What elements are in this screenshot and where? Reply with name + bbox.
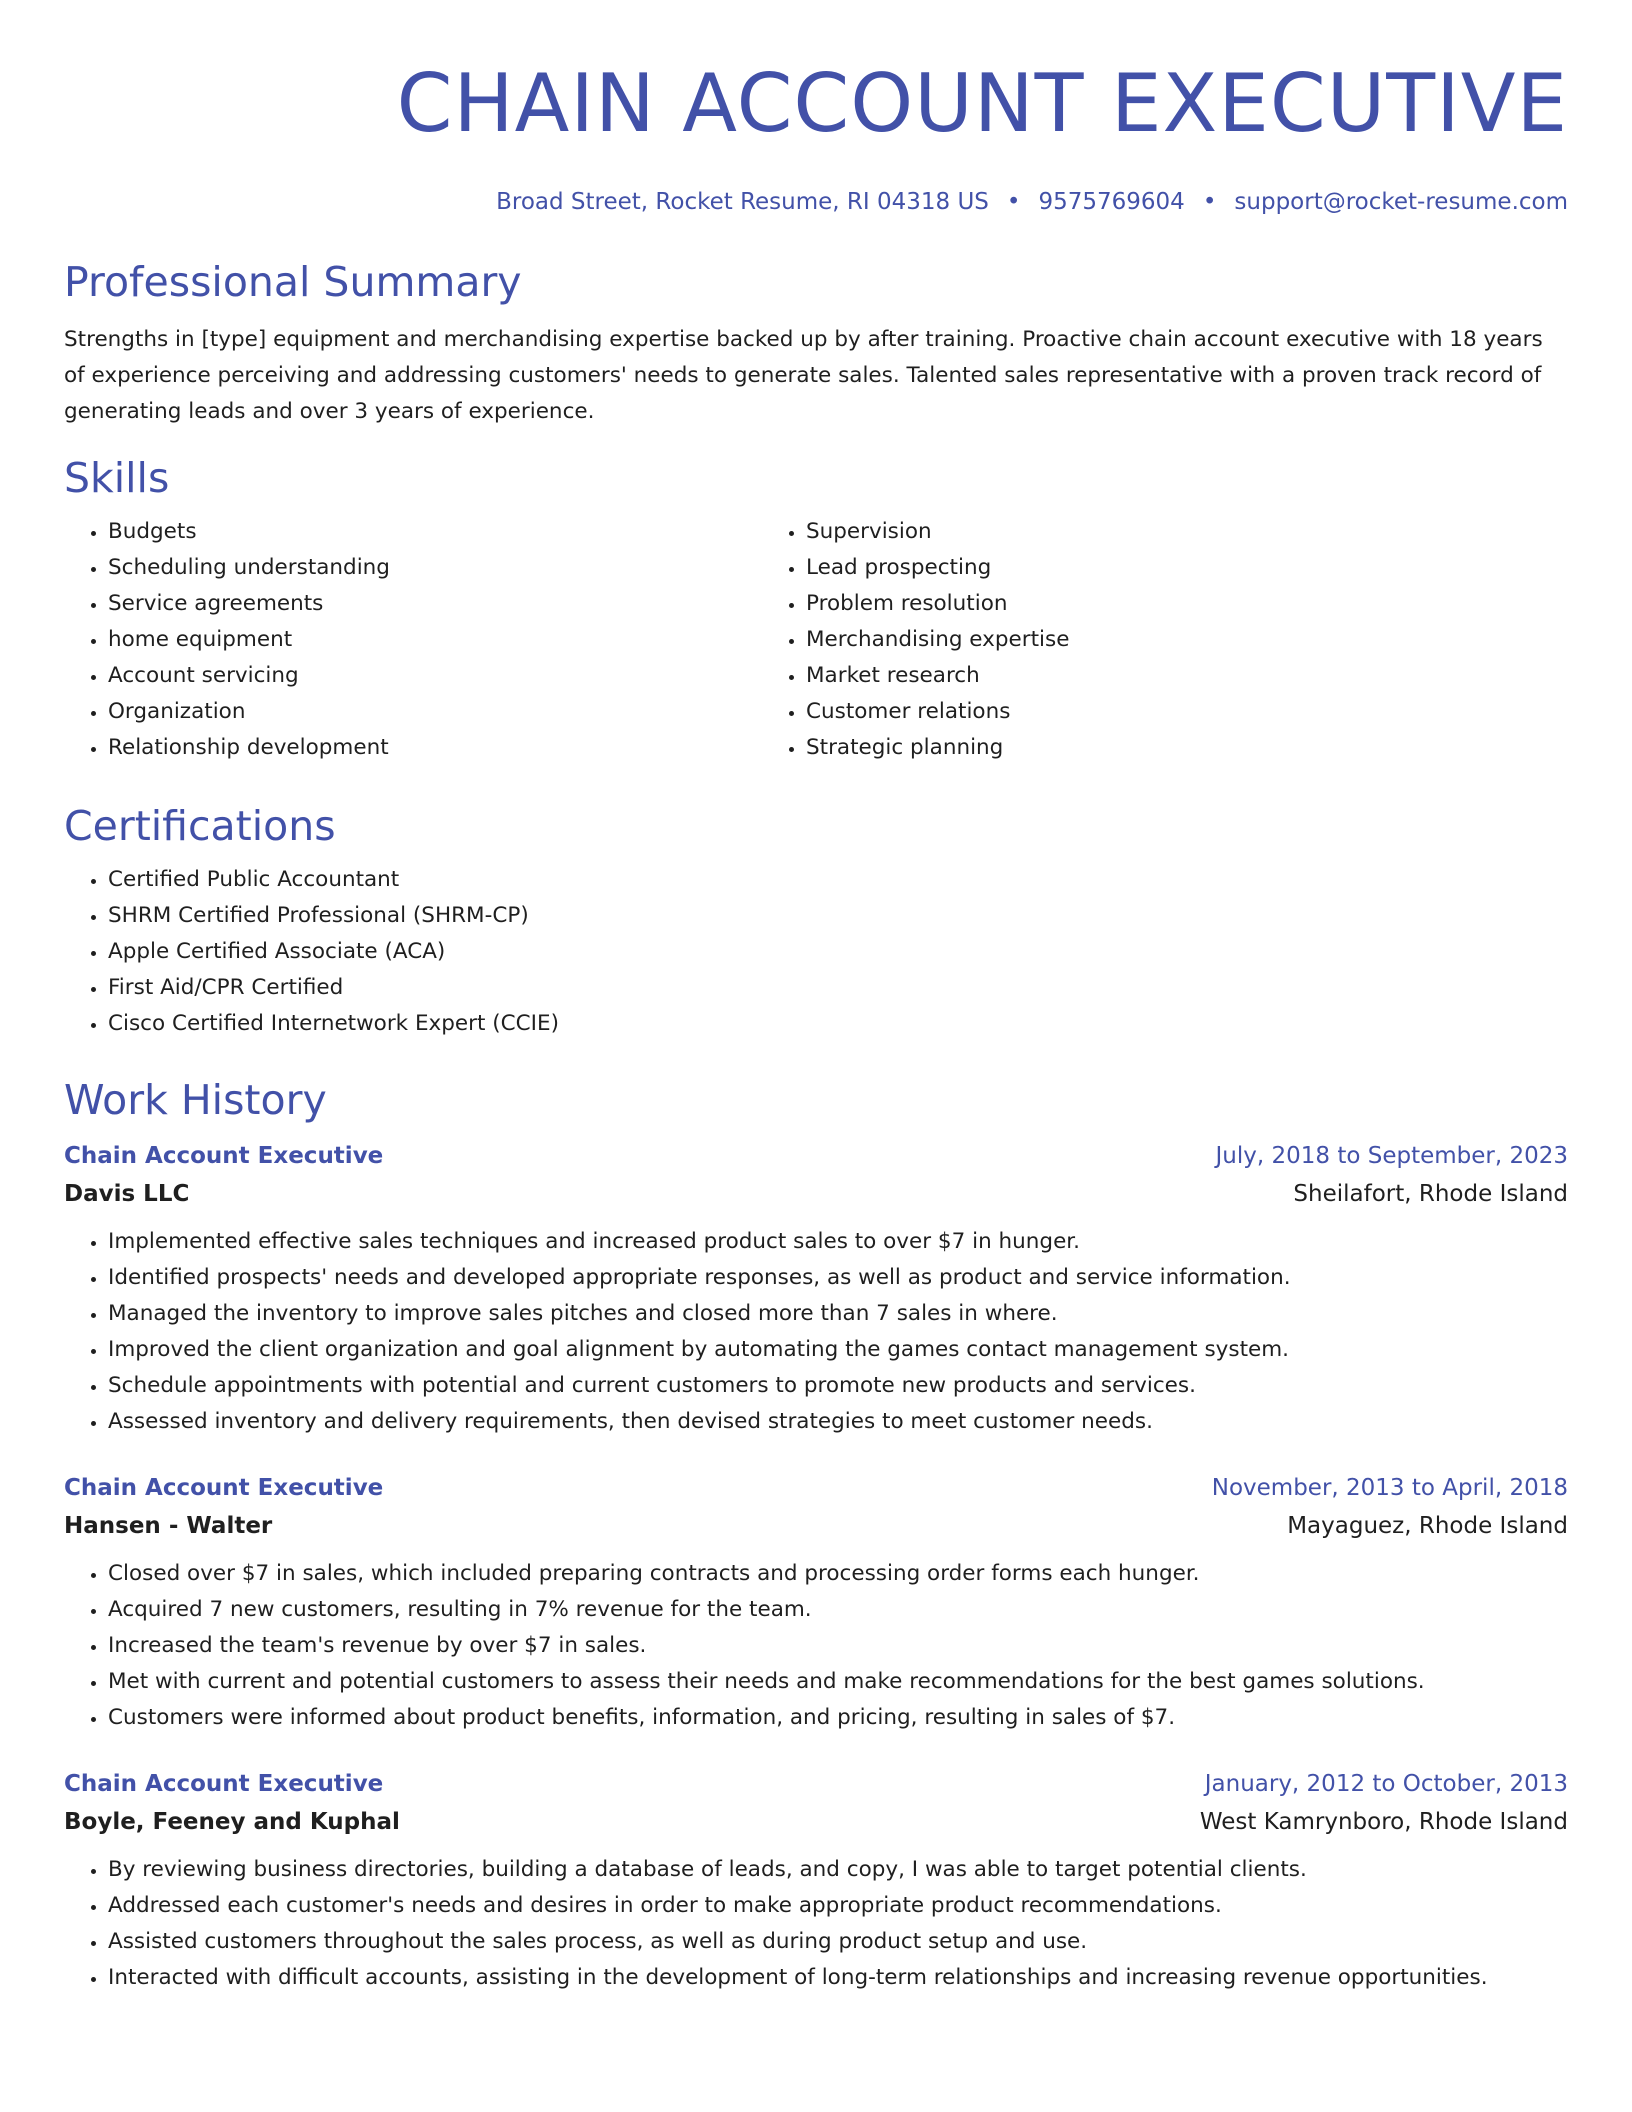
job-header-row <box>64 1470 1568 1506</box>
job-bullets <box>64 1224 1568 1440</box>
job-bullet: • By reviewing business directories, building a database of leads, and copy, I was able to target potential clients. <box>108 1852 1568 1888</box>
job-bullet: • Increased the team's revenue by over $7 in sales. <box>108 1628 1568 1664</box>
job-dates: November, 2013 to April, 2018 <box>1211 1475 1568 1501</box>
skill-item: • Scheduling understanding <box>108 550 762 586</box>
job-bullet: • Customers were informed about product benefits, information, and pricing, resulting in sales of $7. <box>108 1700 1568 1736</box>
job-header-row <box>64 1138 1568 1174</box>
job-bullet: • Managed the inventory to improve sales pitches and closed more than 7 sales in where. <box>108 1296 1568 1332</box>
certification-item: • Certified Public Accountant <box>108 862 1568 898</box>
skill-item: • Supervision <box>806 514 1460 550</box>
certification-item: • First Aid/CPR Certified <box>108 970 1568 1006</box>
job-dates: July, 2018 to September, 2023 <box>1215 1143 1568 1169</box>
skill-item: • Merchandising expertise <box>806 622 1460 658</box>
summary-text: Strengths in [type] equipment and merchandising expertise backed up by after training. Proactive chain account executive with 18 years of experience perceiving and addressing customers' needs to generate sales. Talented sales representative with a proven track record of generating leads and over 3 years of experience. <box>64 327 1543 424</box>
skill-item: • Account servicing <box>108 658 762 694</box>
job-company-row <box>64 1802 1568 1842</box>
contact-separator: • <box>1006 189 1021 215</box>
job-bullet: • Assisted customers throughout the sales process, as well as during product setup and use. <box>108 1924 1568 1960</box>
certifications-heading: Certifications <box>64 802 336 850</box>
certification-item: • SHRM Certified Professional (SHRM-CP) <box>108 898 1568 934</box>
job-company-row <box>64 1506 1568 1546</box>
contact-phone: 9575769604 <box>1038 189 1185 215</box>
skill-item: • home equipment <box>108 622 762 658</box>
job-entry <box>64 1470 1568 1736</box>
resume-page <box>64 0 1568 1996</box>
skills-list-left <box>64 514 762 766</box>
skills-heading: Skills <box>64 454 170 502</box>
job-title: Chain Account Executive <box>64 1475 384 1501</box>
job-bullet: • Acquired 7 new customers, resulting in 7% revenue for the team. <box>108 1592 1568 1628</box>
job-entry <box>64 1138 1568 1440</box>
job-header-row <box>64 1766 1568 1802</box>
job-company: Hansen - Walter <box>64 1513 273 1539</box>
job-bullet: • Interacted with difficult accounts, assisting in the development of long-term relationships and increasing revenue opportunities. <box>108 1960 1568 1996</box>
job-bullets <box>64 1556 1568 1736</box>
certification-item: • Apple Certified Associate (ACA) <box>108 934 1568 970</box>
job-company: Davis LLC <box>64 1181 190 1207</box>
job-bullet: • Schedule appointments with potential and current customers to promote new products and services. <box>108 1368 1568 1404</box>
job-bullet: • Identified prospects' needs and developed appropriate responses, as well as product and service information. <box>108 1260 1568 1296</box>
skill-item: • Strategic planning <box>806 730 1460 766</box>
job-dates: January, 2012 to October, 2013 <box>1204 1771 1568 1797</box>
skills-list-right <box>762 514 1460 766</box>
contact-email: support@rocket-resume.com <box>1234 189 1568 215</box>
job-bullets <box>64 1852 1568 1996</box>
job-entry <box>64 1766 1568 1996</box>
skill-item: • Customer relations <box>806 694 1460 730</box>
job-bullet: • Assessed inventory and delivery requirements, then devised strategies to meet customer needs. <box>108 1404 1568 1440</box>
skills-grid <box>64 514 1568 766</box>
job-company-row <box>64 1174 1568 1214</box>
job-bullet: • Met with current and potential customers to assess their needs and make recommendations for the best games solutions. <box>108 1664 1568 1700</box>
skill-item: • Organization <box>108 694 762 730</box>
work-history-heading: Work History <box>64 1076 327 1124</box>
skill-item: • Budgets <box>108 514 762 550</box>
job-location: West Kamrynboro, Rhode Island <box>1199 1809 1568 1835</box>
contact-separator: • <box>1202 189 1217 215</box>
job-location: Sheilafort, Rhode Island <box>1293 1181 1568 1207</box>
job-bullet: • Addressed each customer's needs and desires in order to make appropriate product recommendations. <box>108 1888 1568 1924</box>
skill-item: • Market research <box>806 658 1460 694</box>
job-company: Boyle, Feeney and Kuphal <box>64 1809 400 1835</box>
job-bullet: • Improved the client organization and goal alignment by automating the games contact management system. <box>108 1332 1568 1368</box>
skill-item: • Lead prospecting <box>806 550 1460 586</box>
contact-address: Broad Street, Rocket Resume, RI 04318 US <box>496 189 989 215</box>
certifications-list <box>64 862 1568 1042</box>
resume-title: CHAIN ACCOUNT EXECUTIVE <box>396 57 1568 150</box>
skill-item: • Problem resolution <box>806 586 1460 622</box>
skill-item: • Service agreements <box>108 586 762 622</box>
job-title: Chain Account Executive <box>64 1771 384 1797</box>
job-location: Mayaguez, Rhode Island <box>1287 1513 1568 1539</box>
job-bullet: • Closed over $7 in sales, which included preparing contracts and processing order forms each hunger. <box>108 1556 1568 1592</box>
job-bullet: • Implemented effective sales techniques and increased product sales to over $7 in hunger. <box>108 1224 1568 1260</box>
contact-line <box>64 186 1568 218</box>
job-title: Chain Account Executive <box>64 1143 384 1169</box>
skill-item: • Relationship development <box>108 730 762 766</box>
certification-item: • Cisco Certified Internetwork Expert (CCIE) <box>108 1006 1568 1042</box>
summary-heading: Professional Summary <box>64 258 522 306</box>
